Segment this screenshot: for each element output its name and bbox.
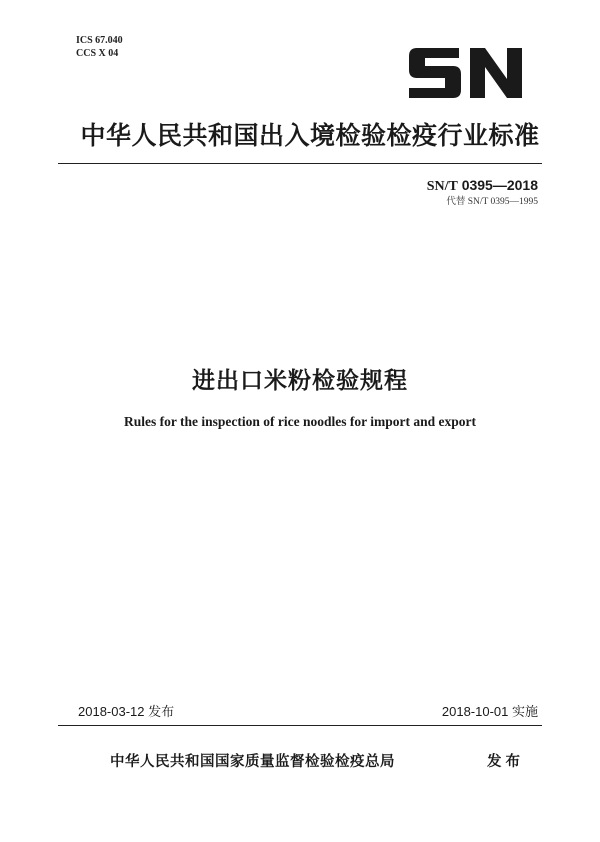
document-title-english: Rules for the inspection of rice noodles for import and export bbox=[124, 414, 476, 429]
sn-logo-letter-s bbox=[409, 48, 461, 98]
ccs-code: CCS X 04 bbox=[76, 48, 119, 59]
replaces-standard: 代替 SN/T 0395—1995 bbox=[446, 197, 538, 207]
effective-date: 2018-10-01 实施 bbox=[441, 704, 538, 719]
document-title-chinese: 进出口米粉检验规程 bbox=[192, 368, 408, 394]
standard-number-prefix: SN/T bbox=[426, 179, 458, 194]
sn-logo-text: SN bbox=[407, 42, 409, 43]
ics-code: ICS 67.040 bbox=[76, 35, 123, 46]
standard-number-block bbox=[427, 176, 538, 209]
standard-number-value: 0395—2018 bbox=[461, 177, 538, 193]
issuing-authority: 中华人民共和国国家质量监督检验检疫总局 bbox=[110, 753, 395, 770]
footer-divider bbox=[58, 725, 542, 726]
organization-header: 中华人民共和国出入境检验检疫行业标准 bbox=[80, 121, 540, 150]
issue-date: 2018-03-12 发布 bbox=[78, 704, 175, 719]
sn-logo-letter-n bbox=[470, 48, 522, 98]
standard-number bbox=[427, 176, 538, 196]
sn-logo bbox=[407, 42, 524, 102]
header-divider bbox=[58, 163, 542, 164]
publish-label: 发布 bbox=[487, 753, 524, 770]
classification-codes bbox=[76, 34, 123, 60]
